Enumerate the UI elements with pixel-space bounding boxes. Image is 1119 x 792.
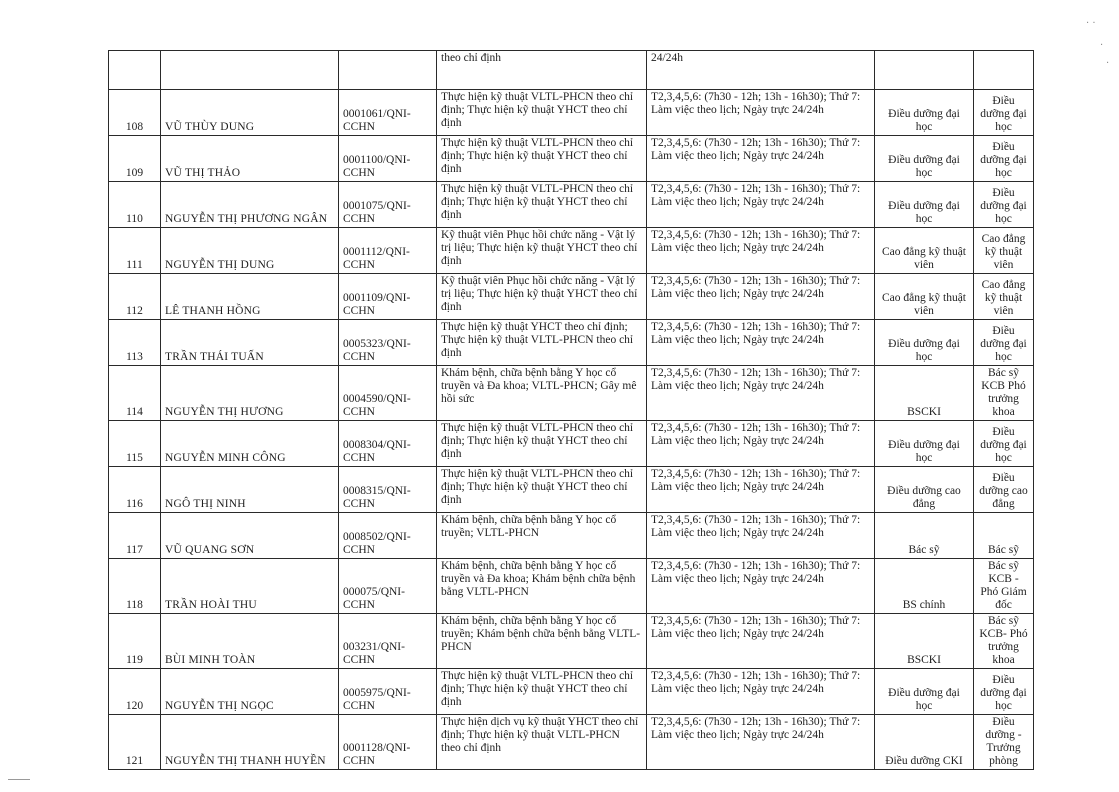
cert-cell: 0001100/QNI-CCHN xyxy=(339,136,437,182)
name-cell: TRẦN THÁI TUẤN xyxy=(161,320,339,366)
scope-cell: Kỹ thuật viên Phục hồi chức năng - Vật lý trị liệu; Thực hiện kỹ thuật YHCT theo chỉ định xyxy=(437,274,647,320)
name-cell: LÊ THANH HỒNG xyxy=(161,274,339,320)
position-cell: Bác sỹ KCB- Phó trưởng khoa xyxy=(974,614,1034,669)
table-row xyxy=(109,274,1034,320)
degree-cell: Điều dưỡng đại học xyxy=(875,136,974,182)
position-cell: Điều dưỡng - Trưởng phòng xyxy=(974,715,1034,770)
cert-cell: 0001075/QNI-CCHN xyxy=(339,182,437,228)
table-row xyxy=(109,559,1034,614)
time-cell: T2,3,4,5,6: (7h30 - 12h; 13h - 16h30); Thứ 7: Làm việc theo lịch; Ngày trực 24/24h xyxy=(647,366,875,421)
stt-cell: 108 xyxy=(109,90,161,136)
position-cell: Điều dưỡng đại học xyxy=(974,320,1034,366)
cert-cell: 0001112/QNI-CCHN xyxy=(339,228,437,274)
cert-cell xyxy=(339,51,437,90)
table-row xyxy=(109,421,1034,467)
degree-cell: Điều dưỡng đại học xyxy=(875,669,974,715)
stt-cell: 110 xyxy=(109,182,161,228)
name-cell xyxy=(161,51,339,90)
degree-cell: Bác sỹ xyxy=(875,513,974,559)
table-row xyxy=(109,182,1034,228)
stt-cell: 118 xyxy=(109,559,161,614)
degree-cell: Cao đẳng kỹ thuật viên xyxy=(875,274,974,320)
stt-cell: 114 xyxy=(109,366,161,421)
table-row xyxy=(109,320,1034,366)
cert-cell: 0005323/QNI-CCHN xyxy=(339,320,437,366)
scope-cell: theo chỉ định xyxy=(437,51,647,90)
name-cell: NGUYỄN THỊ DUNG xyxy=(161,228,339,274)
scan-mark: · · xyxy=(1086,18,1096,29)
scope-cell: Thực hiện kỹ thuật VLTL-PHCN theo chỉ định; Thực hiện kỹ thuật YHCT theo chỉ định xyxy=(437,136,647,182)
table-row xyxy=(109,614,1034,669)
name-cell: VŨ QUANG SƠN xyxy=(161,513,339,559)
stt-cell: 115 xyxy=(109,421,161,467)
table-row xyxy=(109,513,1034,559)
cert-cell: 0005975/QNI-CCHN xyxy=(339,669,437,715)
time-cell: T2,3,4,5,6: (7h30 - 12h; 13h - 16h30); Thứ 7: Làm việc theo lịch; Ngày trực 24/24h xyxy=(647,614,875,669)
cert-cell: 0001128/QNI-CCHN xyxy=(339,715,437,770)
stt-cell: 113 xyxy=(109,320,161,366)
cert-cell: 003231/QNI-CCHN xyxy=(339,614,437,669)
table-row xyxy=(109,467,1034,513)
name-cell: BÙI MINH TOÀN xyxy=(161,614,339,669)
name-cell: NGÔ THỊ NINH xyxy=(161,467,339,513)
degree-cell: Điều dưỡng đại học xyxy=(875,421,974,467)
scope-cell: Thực hiện kỹ thuật VLTL-PHCN theo chỉ định; Thực hiện kỹ thuật YHCT theo chỉ định xyxy=(437,90,647,136)
name-cell: VŨ THỊ THẢO xyxy=(161,136,339,182)
scope-cell: Khám bệnh, chữa bệnh bằng Y học cổ truyền; Khám bệnh chữa bệnh bằng VLTL-PHCN xyxy=(437,614,647,669)
degree-cell: Điều dưỡng đại học xyxy=(875,320,974,366)
position-cell: Cao đẳng kỹ thuật viên xyxy=(974,274,1034,320)
degree-cell xyxy=(875,51,974,90)
cert-cell: 0001109/QNI-CCHN xyxy=(339,274,437,320)
time-cell: T2,3,4,5,6: (7h30 - 12h; 13h - 16h30); Thứ 7: Làm việc theo lịch; Ngày trực 24/24h xyxy=(647,421,875,467)
scan-line xyxy=(8,779,30,780)
time-cell: T2,3,4,5,6: (7h30 - 12h; 13h - 16h30); Thứ 7: Làm việc theo lịch; Ngày trực 24/24h xyxy=(647,467,875,513)
degree-cell: BS chính xyxy=(875,559,974,614)
cert-cell: 0008502/QNI-CCHN xyxy=(339,513,437,559)
degree-cell: Điều dưỡng đại học xyxy=(875,90,974,136)
position-cell: Bác sỹ KCB Phó trưởng khoa xyxy=(974,366,1034,421)
time-cell: T2,3,4,5,6: (7h30 - 12h; 13h - 16h30); Thứ 7: Làm việc theo lịch; Ngày trực 24/24h xyxy=(647,182,875,228)
scope-cell: Thực hiện kỹ thuật VLTL-PHCN theo chỉ định; Thực hiện kỹ thuật YHCT theo chỉ định xyxy=(437,182,647,228)
name-cell: NGUYỄN THỊ HƯƠNG xyxy=(161,366,339,421)
scan-mark: · xyxy=(1106,58,1110,69)
scope-cell: Thực hiện dịch vụ kỹ thuật YHCT theo chỉ định; Thực hiện kỹ thuật VLTL-PHCN theo chỉ định xyxy=(437,715,647,770)
name-cell: VŨ THÙY DUNG xyxy=(161,90,339,136)
name-cell: NGUYỄN THỊ THANH HUYỀN xyxy=(161,715,339,770)
time-cell: 24/24h xyxy=(647,51,875,90)
table-row xyxy=(109,228,1034,274)
position-cell: Bác sỹ xyxy=(974,513,1034,559)
stt-cell: 121 xyxy=(109,715,161,770)
cert-cell: 0008315/QNI-CCHN xyxy=(339,467,437,513)
stt-cell: 117 xyxy=(109,513,161,559)
cert-cell: 0008304/QNI-CCHN xyxy=(339,421,437,467)
degree-cell: BSCKI xyxy=(875,366,974,421)
position-cell: Bác sỹ KCB - Phó Giám đốc xyxy=(974,559,1034,614)
staff-table xyxy=(108,50,1034,770)
stt-cell: 116 xyxy=(109,467,161,513)
scope-cell: Thực hiện kỹ thuật VLTL-PHCN theo chỉ định; Thực hiện kỹ thuật YHCT theo chỉ định xyxy=(437,669,647,715)
degree-cell: Cao đẳng kỹ thuật viên xyxy=(875,228,974,274)
name-cell: NGUYỄN THỊ NGỌC xyxy=(161,669,339,715)
stt-cell xyxy=(109,51,161,90)
time-cell: T2,3,4,5,6: (7h30 - 12h; 13h - 16h30); Thứ 7: Làm việc theo lịch; Ngày trực 24/24h xyxy=(647,513,875,559)
table-row xyxy=(109,136,1034,182)
scan-mark: · xyxy=(1100,40,1104,51)
position-cell: Điều dưỡng đại học xyxy=(974,421,1034,467)
degree-cell: Điều dưỡng cao đẳng xyxy=(875,467,974,513)
scope-cell: Khám bệnh, chữa bệnh bằng Y học cổ truyền; VLTL-PHCN xyxy=(437,513,647,559)
name-cell: NGUYỄN MINH CÔNG xyxy=(161,421,339,467)
time-cell: T2,3,4,5,6: (7h30 - 12h; 13h - 16h30); Thứ 7: Làm việc theo lịch; Ngày trực 24/24h xyxy=(647,274,875,320)
table-row xyxy=(109,366,1034,421)
stt-cell: 111 xyxy=(109,228,161,274)
time-cell: T2,3,4,5,6: (7h30 - 12h; 13h - 16h30); Thứ 7: Làm việc theo lịch; Ngày trực 24/24h xyxy=(647,90,875,136)
scope-cell: Kỹ thuật viên Phục hồi chức năng - Vật lý trị liệu; Thực hiện kỹ thuật YHCT theo chỉ định xyxy=(437,228,647,274)
scope-cell: Khám bệnh, chữa bệnh bằng Y học cổ truyền và Đa khoa; Khám bệnh chữa bệnh bằng VLTL-PHCN xyxy=(437,559,647,614)
position-cell: Cao đẳng kỹ thuật viên xyxy=(974,228,1034,274)
position-cell: Điều dưỡng đại học xyxy=(974,136,1034,182)
time-cell: T2,3,4,5,6: (7h30 - 12h; 13h - 16h30); Thứ 7: Làm việc theo lịch; Ngày trực 24/24h xyxy=(647,715,875,770)
degree-cell: Điều dưỡng CKI xyxy=(875,715,974,770)
name-cell: TRẦN HOÀI THU xyxy=(161,559,339,614)
table-row xyxy=(109,669,1034,715)
cert-cell: 0001061/QNI-CCHN xyxy=(339,90,437,136)
scope-cell: Khám bệnh, chữa bệnh bằng Y học cổ truyền và Đa khoa; VLTL-PHCN; Gây mê hồi sức xyxy=(437,366,647,421)
stt-cell: 109 xyxy=(109,136,161,182)
scope-cell: Thực hiện kỹ thuật VLTL-PHCN theo chỉ định; Thực hiện kỹ thuật YHCT theo chỉ định xyxy=(437,421,647,467)
stt-cell: 119 xyxy=(109,614,161,669)
stt-cell: 112 xyxy=(109,274,161,320)
table-row xyxy=(109,715,1034,770)
time-cell: T2,3,4,5,6: (7h30 - 12h; 13h - 16h30); Thứ 7: Làm việc theo lịch; Ngày trực 24/24h xyxy=(647,136,875,182)
time-cell: T2,3,4,5,6: (7h30 - 12h; 13h - 16h30); Thứ 7: Làm việc theo lịch; Ngày trực 24/24h xyxy=(647,320,875,366)
cert-cell: 0004590/QNI-CCHN xyxy=(339,366,437,421)
time-cell: T2,3,4,5,6: (7h30 - 12h; 13h - 16h30); Thứ 7: Làm việc theo lịch; Ngày trực 24/24h xyxy=(647,228,875,274)
stt-cell: 120 xyxy=(109,669,161,715)
position-cell: Điều dưỡng đại học xyxy=(974,669,1034,715)
position-cell: Điều dưỡng cao đẳng xyxy=(974,467,1034,513)
position-cell xyxy=(974,51,1034,90)
degree-cell: BSCKI xyxy=(875,614,974,669)
table-row xyxy=(109,90,1034,136)
time-cell: T2,3,4,5,6: (7h30 - 12h; 13h - 16h30); Thứ 7: Làm việc theo lịch; Ngày trực 24/24h xyxy=(647,559,875,614)
position-cell: Điều dưỡng đại học xyxy=(974,182,1034,228)
name-cell: NGUYỄN THỊ PHƯƠNG NGÂN xyxy=(161,182,339,228)
degree-cell: Điều dưỡng đại học xyxy=(875,182,974,228)
position-cell: Điều dưỡng đại học xyxy=(974,90,1034,136)
scope-cell: Thực hiện kỹ thuật VLTL-PHCN theo chỉ định; Thực hiện kỹ thuật YHCT theo chỉ định xyxy=(437,467,647,513)
cert-cell: 000075/QNI-CCHN xyxy=(339,559,437,614)
time-cell: T2,3,4,5,6: (7h30 - 12h; 13h - 16h30); Thứ 7: Làm việc theo lịch; Ngày trực 24/24h xyxy=(647,669,875,715)
scope-cell: Thực hiện kỹ thuật YHCT theo chỉ định; Thực hiện kỹ thuật VLTL-PHCN theo chỉ định xyxy=(437,320,647,366)
continued-row xyxy=(109,51,1034,90)
